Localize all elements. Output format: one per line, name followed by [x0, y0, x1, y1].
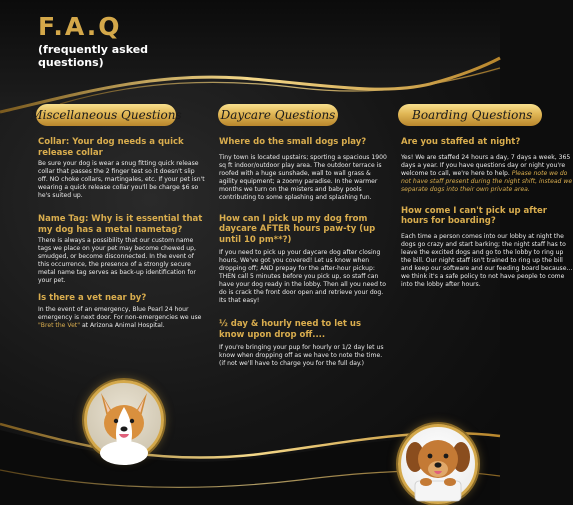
faq-answer: Tiny town is located upstairs; sporting a spacious 1900 sq ft indoor/outdoor play area. The outdoor terrace is roofed with a huge sunshade, wall to wall grass & agility equipment; a zoomy paradise. In the warmer months we turn on the misters and baby pools contributing to some splashing and splashing fun.: [219, 153, 387, 201]
corgi-dog-photo: [84, 380, 164, 460]
page-title: F.A.Q: [38, 12, 122, 41]
faq-question: How come I can't pick up after hours for boarding?: [401, 205, 547, 226]
faq-question: ½ day & hourly need to let us know upon drop off....: [219, 319, 362, 340]
puppy-dog-photo: [398, 424, 478, 504]
answer-text: at Arizona Animal Hospital.: [80, 321, 165, 329]
faq-answer: [38, 306, 206, 330]
staff-note-highlight: Please note we do not have staff present during the night shift, instead we separate dogs into their own private area.: [401, 169, 573, 193]
daycare-questions-banner: Daycare Questions: [218, 104, 338, 126]
answer-text: In the event of an emergency, Blue Pearl 24 hour emergency is next door. For non-emergencies we use: [38, 305, 202, 321]
faq-answer: If you're bringing your pup for hourly or 1/2 day let us know when dropping off as we have to note the time. (if not we'll have to charge you for the full day.): [219, 344, 384, 367]
faq-answer: [401, 154, 573, 194]
faq-answer: Each time a person comes into our lobby at night the dogs go crazy and start barking; the night staff has to leave the excited dogs and go to the lobby to ring up the bill. Our night staff isn't trained to ring up the bill and keep our software and our feeding board because... we think it's a safe policy to not have people to come into the lobby after hours.: [401, 232, 573, 288]
faq-answer: If you need to pick up your daycare dog after closing hours, We've got you covered! Let us know when dropping off; AND prepay for the after-hour pickup: THEN call 5 minutes before you pick up, so staff can have your dog ready in the lobby. Then all you need to do is crack the front door open and retrieve your dog. Its that easy!: [219, 249, 386, 304]
vet-name-highlight: "Bret the Vet": [38, 321, 81, 329]
faq-question: Is there a vet near by?: [38, 293, 147, 303]
faq-answer: There is always a possibility that our custom name tags we place on your pet may become chewed up, smudged, or become disconnected. In the event of this occurrence, the presence of a strongly secure metal name tag serves as back-up identification for your pet.: [38, 237, 196, 284]
boarding-questions-column: [401, 137, 573, 289]
misc-questions-banner: Miscellaneous Questions: [36, 104, 176, 126]
corgi-icon: [87, 383, 161, 457]
boarding-questions-banner: Boarding Questions: [398, 104, 542, 126]
faq-question: Are you staffed at night?: [401, 137, 521, 147]
faq-question: How can I pick up my dog from daycare AFTER hours paw-ty (up until 10 pm**?): [219, 213, 376, 245]
faq-answer: Be sure your dog is wear a snug fitting quick release collar that passes the 2 finger test so it doesn't slip off. NO choke collars, martingales, etc. If your pet isn't wearing a quick release collar you'll be charge $6 so he's suited up.: [38, 160, 205, 199]
faq-question: Collar: Your dog needs a quick release collar: [38, 137, 184, 158]
daycare-questions-column: [219, 137, 387, 368]
faq-question: Where do the small dogs play?: [219, 137, 367, 147]
puppy-icon: [401, 427, 475, 501]
faq-question: Name Tag: Why is it essential that my dog has a metal nametag?: [38, 214, 203, 235]
answer-text: Yes! We are staffed 24 hours a day, 7 days a week, 365 days a year. If you have questions day or night you're welcome to call, we're here to help.: [401, 153, 571, 177]
page-subtitle: (frequently asked questions): [38, 43, 149, 69]
misc-questions-column: [38, 137, 206, 330]
